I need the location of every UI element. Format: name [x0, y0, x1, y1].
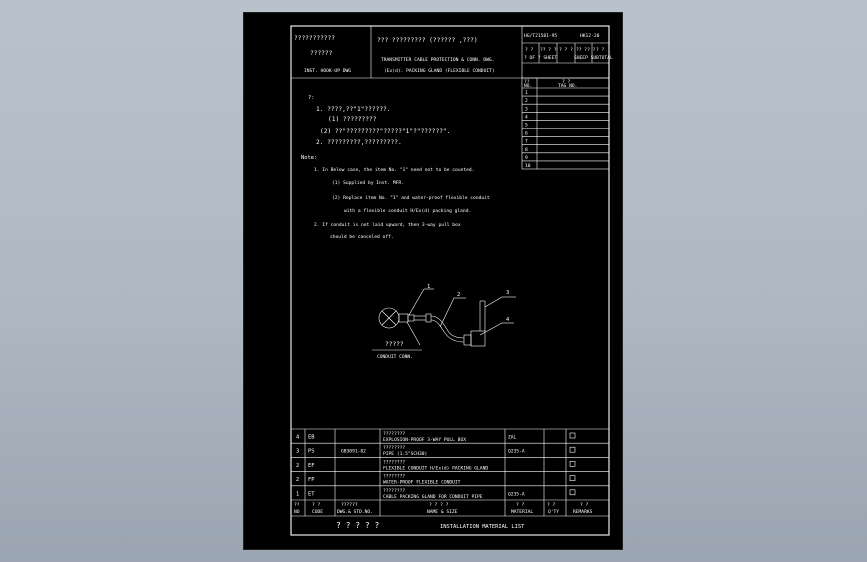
material-row-name-cn: ???????? — [383, 474, 406, 480]
note-cn-head: ?: — [308, 95, 315, 101]
material-row-checkbox — [570, 490, 575, 495]
notes — [301, 95, 490, 240]
tag-col-tag: ? ? — [562, 80, 571, 85]
material-row-checkbox — [570, 461, 575, 466]
title-en-sub: (Ex)d). PACKING GLAND (FLEXIBLE CONDUIT) — [384, 69, 495, 74]
material-row-name-cn: ???????? — [383, 460, 406, 466]
hdr-std-cn: ?????? — [341, 503, 358, 508]
material-list — [291, 429, 609, 530]
material-list-title-en: INSTALLATION MATERIAL LIST — [440, 524, 525, 530]
title-en-main: TRANSMITTER CABLE PROTECTION & CONN. DWG. — [381, 58, 495, 63]
material-row-no: 2 — [296, 477, 300, 484]
installation-diagram — [372, 284, 516, 360]
material-row-checkbox — [570, 447, 575, 452]
flexible-conduit — [431, 316, 464, 338]
hdr-no: NO — [294, 510, 300, 515]
sheet-reference: HK12-20 — [580, 34, 600, 39]
tag-row-number: 7 — [525, 139, 528, 145]
tag-row-number: 3 — [525, 107, 528, 113]
material-row-name-cn: ???????? — [383, 488, 406, 494]
material-row-material: Q235-A — [508, 492, 525, 498]
title-en-left: INST. HOOK-UP DWG — [304, 69, 352, 74]
sheet-label-4: ?? ?? ? — [576, 48, 596, 53]
material-row-name-en: WATER-PROOF FLEXIBLE CONDUIT — [383, 480, 461, 486]
note-cn-2: 2. ?????????,?????????. — [316, 139, 402, 146]
material-row-code: EF — [308, 462, 315, 469]
note-en-1b2: with a flexible conduit H/Ex(d) packing gland. — [344, 209, 472, 214]
note-en-2b: should be canceled off. — [330, 235, 394, 240]
material-row-code: FP — [308, 477, 315, 484]
material-row-name-cn: ???????? — [383, 432, 406, 437]
packing-gland — [399, 314, 408, 322]
sheet-label-en: ? OF ? SHEET — [524, 56, 558, 61]
sheet-label-3: ? ? ? — [559, 48, 573, 53]
title-cn-main: ??? ????????? (?????? ,???) — [377, 37, 478, 44]
material-row-material: Q235-A — [508, 449, 525, 455]
material-row-no: 1 — [296, 491, 300, 498]
hdr-code: CODE — [312, 510, 324, 515]
material-list-title-cn: ? ? ? ? ? — [336, 521, 380, 530]
tag-col-tag-en: TAG NO. — [558, 84, 578, 89]
tag-row-number: 5 — [525, 123, 528, 129]
material-row-name-cn: ???????? — [383, 446, 406, 452]
material-row-code: ET — [308, 491, 315, 498]
material-row-name-en: FLEXIBLE CONDUIT H/Ex(d) PACKING GLAND — [383, 466, 489, 472]
hdr-code-cn: ? ? — [312, 503, 321, 508]
conduit-label-en: CONDUIT CONN. — [377, 355, 413, 360]
hdr-qty: Q'TY — [548, 510, 560, 515]
material-row-std: GB3091-82 — [341, 449, 366, 455]
callout-4: 4 — [506, 317, 510, 323]
conduit-label-cn: ????? — [385, 341, 404, 348]
note-cn-1a: (1) ????????? — [328, 116, 377, 123]
note-en-1b: (2) Replace item No. "1" and water-proof flexible conduit — [332, 196, 490, 201]
tag-row-number: 2 — [525, 99, 528, 105]
callout-3: 3 — [506, 290, 510, 296]
note-en-1a: (1) Supplied by Inst. MFR. — [332, 181, 404, 186]
sheet-label-5: ? ? — [596, 48, 605, 53]
hdr-std: DWG.& STD.NO. — [337, 510, 373, 515]
callout-2: 2 — [457, 292, 461, 298]
tag-table — [522, 78, 609, 169]
tag-row-number: 9 — [525, 155, 528, 161]
note-cn-1b: (2) ??"?????????"?????"1"?"??????". — [320, 128, 451, 135]
tag-rows — [522, 90, 609, 169]
material-row-code: PS — [308, 448, 315, 455]
hdr-mat-cn: ? ? — [516, 503, 525, 508]
material-row-name-en: PIPE (1.5"SCH30) — [383, 452, 428, 458]
hdr-no-cn: ?? — [294, 503, 300, 508]
material-row-code: EB — [308, 434, 315, 441]
material-row-no: 2 — [296, 462, 300, 469]
note-en-1: 1. In Below case, the item No. "1" need not to be counted. — [314, 168, 475, 173]
callout-1: 1 — [427, 284, 431, 290]
drawing-number: HG/T21581-95 — [524, 34, 558, 39]
sheet-label-en-2: SHEEP SUBTOTAL — [574, 56, 613, 61]
hdr-rem-cn: ? ? — [580, 503, 589, 508]
tag-row-number: 8 — [525, 147, 528, 153]
material-row-material: ZAL — [508, 435, 517, 441]
tag-row-number: 4 — [525, 115, 528, 121]
material-row-no: 4 — [296, 434, 300, 441]
tag-row-number: 10 — [525, 164, 531, 169]
tag-row-number: 6 — [525, 131, 528, 137]
hdr-rem: REMARKS — [573, 510, 593, 515]
material-row-checkbox — [570, 433, 575, 438]
hdr-qty-cn: ? ? — [547, 503, 556, 508]
hdr-name: NAME & SIZE — [427, 510, 458, 515]
material-row-no: 3 — [296, 448, 300, 455]
drawing-border — [291, 26, 609, 535]
drawing-canvas — [244, 13, 622, 549]
title-cn-left: ??????????? — [294, 35, 335, 42]
title-cn-left-2: ?????? — [310, 50, 333, 57]
hdr-name-cn: ? ? ? ? — [429, 503, 449, 508]
material-row-name-en: EXPLOSION-PROOF 3-WAY PULL BOX — [383, 438, 466, 443]
hdr-mat: MATERIAL — [511, 510, 534, 515]
material-row-checkbox — [570, 476, 575, 481]
sheet-label-1: ? ? — [525, 48, 534, 53]
material-row-name-en: CABLE PACKING GLAND FOR CONDUIT PIPE — [383, 494, 483, 500]
drawing-sheet — [244, 13, 622, 549]
tag-row-number: 1 — [525, 91, 528, 97]
note-en-head: Note: — [301, 155, 318, 161]
tag-col-no-en: NO. — [524, 84, 533, 89]
note-en-2: 2. If conduit is not laid upward, then 3-way pull box — [314, 223, 461, 228]
note-cn-1: 1. ????,??"1"??????. — [316, 106, 391, 113]
sheet-label-2: ?? ? ? — [540, 48, 557, 53]
material-rows — [291, 431, 609, 500]
title-block — [291, 26, 613, 78]
tag-col-no: ?? — [524, 80, 530, 85]
